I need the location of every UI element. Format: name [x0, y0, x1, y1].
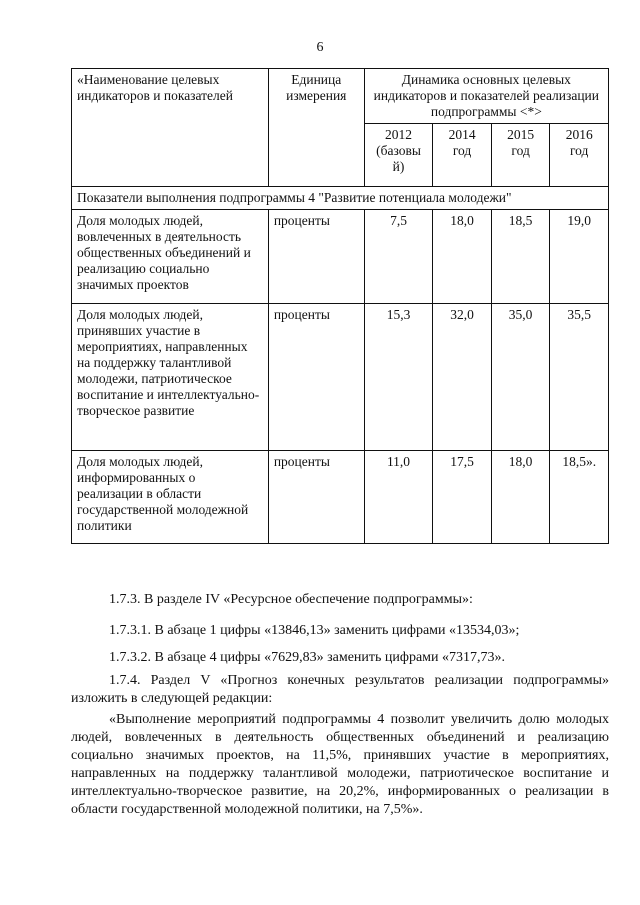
table-row — [72, 451, 609, 544]
value-2015: 35,0 — [491, 304, 550, 451]
paragraph-1-7-4: 1.7.4. Раздел V «Прогноз конечных результатов реализации подпрограммы» изложить в следующей редакции: — [71, 673, 609, 706]
table-row — [72, 210, 609, 304]
value-2012: 7,5 — [364, 210, 433, 304]
paragraph-quote: «Выполнение мероприятий подпрограммы 4 позволит увеличить долю молодых людей, вовлеченных в деятельность общественных объединений и реализацию социально значимых проектов, на 11,5%, принявших участие в мероприятиях, направленных на поддержку талантливой молодежи, патриотическое воспитание и интеллектуально-творческое развитие, на 20,2%, информированных о реализации в области государственной молодежной политики, на 7,5%». — [71, 712, 609, 817]
header-indicator-name: «Наименование целевых индикаторов и показателей — [72, 69, 269, 187]
value-2012: 15,3 — [364, 304, 433, 451]
section-title: Показатели выполнения подпрограммы 4 "Развитие потенциала молодежи" — [72, 187, 609, 210]
value-2014: 32,0 — [433, 304, 492, 451]
value-2012: 11,0 — [364, 451, 433, 544]
table-header-row — [72, 69, 609, 124]
header-year-2014: 2014 год — [433, 124, 492, 187]
indicators-table — [71, 68, 609, 544]
value-2016: 35,5 — [550, 304, 609, 451]
value-2014: 18,0 — [433, 210, 492, 304]
value-2014: 17,5 — [433, 451, 492, 544]
value-2016: 19,0 — [550, 210, 609, 304]
indicator-name: Доля молодых людей, принявших участие в мероприятиях, направленных на поддержку талантливой молодежи, патриотическое воспитание и интеллектуально-творческое развитие — [72, 304, 269, 451]
section-row — [72, 187, 609, 210]
value-2016: 18,5». — [550, 451, 609, 544]
paragraph-1-7-3: 1.7.3. В разделе IV «Ресурсное обеспечение подпрограммы»: — [109, 592, 473, 607]
header-dynamics: Динамика основных целевых индикаторов и показателей реализации подпрограммы <*> — [364, 69, 608, 124]
header-unit: Единица измерения — [268, 69, 364, 187]
indicator-name: Доля молодых людей, информированных о реализации в области государственной молодежной политики — [72, 451, 269, 544]
indicator-name: Доля молодых людей, вовлеченных в деятельность общественных объединений и реализацию социально значимых проектов — [72, 210, 269, 304]
table-row — [72, 304, 609, 451]
indicator-unit: проценты — [268, 304, 364, 451]
header-year-2016: 2016 год — [550, 124, 609, 187]
page-number: 6 — [316, 40, 324, 55]
value-2015: 18,5 — [491, 210, 550, 304]
paragraph-1-7-3-2: 1.7.3.2. В абзаце 4 цифры «7629,83» заменить цифрами «7317,73». — [109, 650, 506, 665]
indicator-unit: проценты — [268, 210, 364, 304]
paragraph-1-7-3-1: 1.7.3.1. В абзаце 1 цифры «13846,13» заменить цифрами «13534,03»; — [109, 623, 520, 638]
header-year-2015: 2015 год — [491, 124, 550, 187]
indicator-unit: проценты — [268, 451, 364, 544]
header-year-2012: 2012 (базовы й) — [364, 124, 433, 187]
value-2015: 18,0 — [491, 451, 550, 544]
